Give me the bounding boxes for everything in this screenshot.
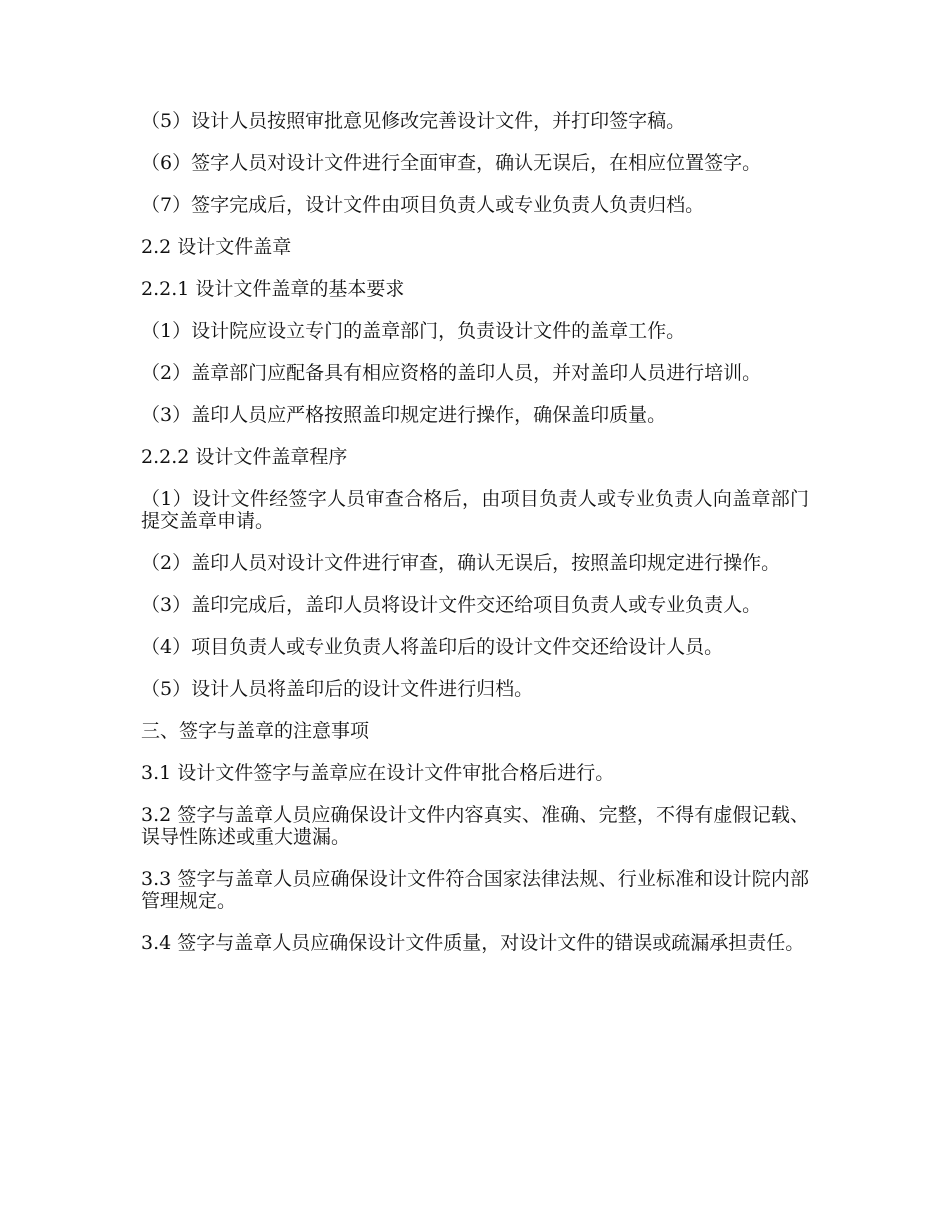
paragraph-note-3-4: 3.4 签字与盖章人员应确保设计文件质量，对设计文件的错误或疏漏承担责任。 [141,932,805,954]
paragraph-step-5-revise: （5）设计人员按照审批意见修改完善设计文件，并打印签字稿。 [141,110,686,132]
paragraph-procedure-4: （4）项目负责人或专业负责人将盖印后的设计文件交还给设计人员。 [141,636,724,658]
section-heading-2-2: 2.2 设计文件盖章 [141,236,292,258]
section-heading-2-2-1: 2.2.1 设计文件盖章的基本要求 [141,278,405,300]
paragraph-note-3-3: 3.3 签字与盖章人员应确保设计文件符合国家法律法规、行业标准和设计院内部管理规定。 [141,868,809,912]
paragraph-procedure-5: （5）设计人员将盖印后的设计文件进行归档。 [141,678,534,700]
paragraph-procedure-1: （1）设计文件经签字人员审查合格后，由项目负责人或专业负责人向盖章部门提交盖章申请。 [141,488,809,532]
paragraph-requirement-1: （1）设计院应设立专门的盖章部门，负责设计文件的盖章工作。 [141,320,686,342]
paragraph-procedure-2: （2）盖印人员对设计文件进行审查，确认无误后，按照盖印规定进行操作。 [141,552,781,574]
paragraph-requirement-3: （3）盖印人员应严格按照盖印规定进行操作，确保盖印质量。 [141,404,667,426]
document-page [141,110,809,974]
paragraph-note-3-1: 3.1 设计文件签字与盖章应在设计文件审批合格后进行。 [141,762,615,784]
paragraph-requirement-2: （2）盖章部门应配备具有相应资格的盖印人员，并对盖印人员进行培训。 [141,362,762,384]
paragraph-note-3-2: 3.2 签字与盖章人员应确保设计文件内容真实、准确、完整，不得有虚假记载、误导性陈述或重大遗漏。 [141,804,809,848]
paragraph-step-7-archive: （7）签字完成后，设计文件由项目负责人或专业负责人负责归档。 [141,194,705,216]
paragraph-step-6-sign: （6）签字人员对设计文件进行全面审查，确认无误后，在相应位置签字。 [141,152,762,174]
paragraph-procedure-3: （3）盖印完成后，盖印人员将设计文件交还给项目负责人或专业负责人。 [141,594,762,616]
section-heading-3: 三、签字与盖章的注意事项 [141,720,370,742]
section-heading-2-2-2: 2.2.2 设计文件盖章程序 [141,446,348,468]
